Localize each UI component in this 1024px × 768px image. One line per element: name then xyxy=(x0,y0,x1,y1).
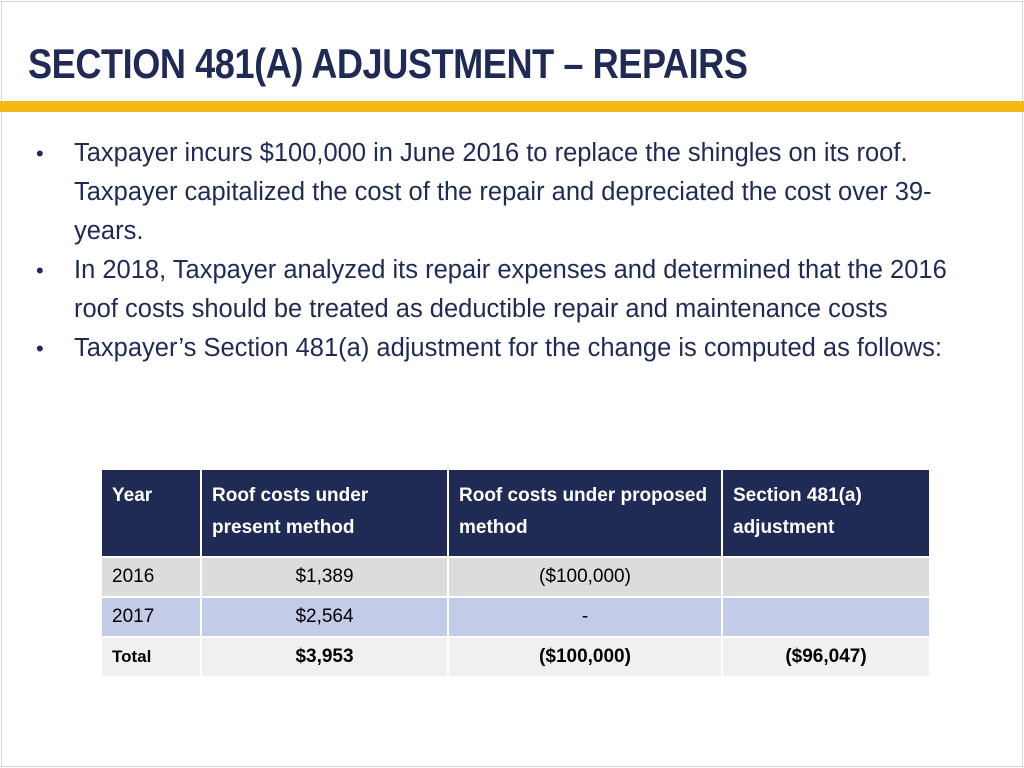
bullet-text: Taxpayer incurs $100,000 in June 2016 to replace the shingles on its roof. Taxpayer capitalized the cost of the repair and depreciated the cost over 39-years. xyxy=(74,139,932,245)
cell-present: $2,564 xyxy=(201,597,448,637)
cell-proposed: ($100,000) xyxy=(448,637,722,677)
table-total-row xyxy=(101,637,930,677)
cell-adjustment xyxy=(722,597,930,637)
table-header-row xyxy=(101,469,930,557)
cell-year: 2016 xyxy=(101,557,201,597)
header-present-method: Roof costs under present method xyxy=(201,469,448,557)
adjustment-table xyxy=(100,468,931,678)
bullet-text: In 2018, Taxpayer analyzed its repair expenses and determined that the 2016 roof costs should be treated as deductible repair and maintenance costs xyxy=(74,256,947,323)
cell-present: $3,953 xyxy=(201,637,448,677)
cell-adjustment xyxy=(722,557,930,597)
bullet-item xyxy=(36,329,996,368)
bullet-dot-icon: • xyxy=(36,141,44,166)
bullet-item xyxy=(36,251,996,329)
table-row xyxy=(101,557,930,597)
bullet-list xyxy=(36,134,996,368)
bullet-dot-icon: • xyxy=(36,336,44,361)
header-year: Year xyxy=(101,469,201,557)
table-row xyxy=(101,597,930,637)
bullet-dot-icon: • xyxy=(36,258,44,283)
title-accent-bar xyxy=(0,101,1024,112)
header-proposed-method: Roof costs under proposed method xyxy=(448,469,722,557)
slide-title: SECTION 481(A) ADJUSTMENT – REPAIRS xyxy=(28,40,748,87)
cell-year: Total xyxy=(101,637,201,677)
cell-proposed: ($100,000) xyxy=(448,557,722,597)
cell-adjustment: ($96,047) xyxy=(722,637,930,677)
bullet-item xyxy=(36,134,996,251)
cell-present: $1,389 xyxy=(201,557,448,597)
cell-year: 2017 xyxy=(101,597,201,637)
bullet-text: Taxpayer’s Section 481(a) adjustment for the change is computed as follows: xyxy=(74,334,942,362)
cell-proposed: - xyxy=(448,597,722,637)
header-adjustment: Section 481(a) adjustment xyxy=(722,469,930,557)
